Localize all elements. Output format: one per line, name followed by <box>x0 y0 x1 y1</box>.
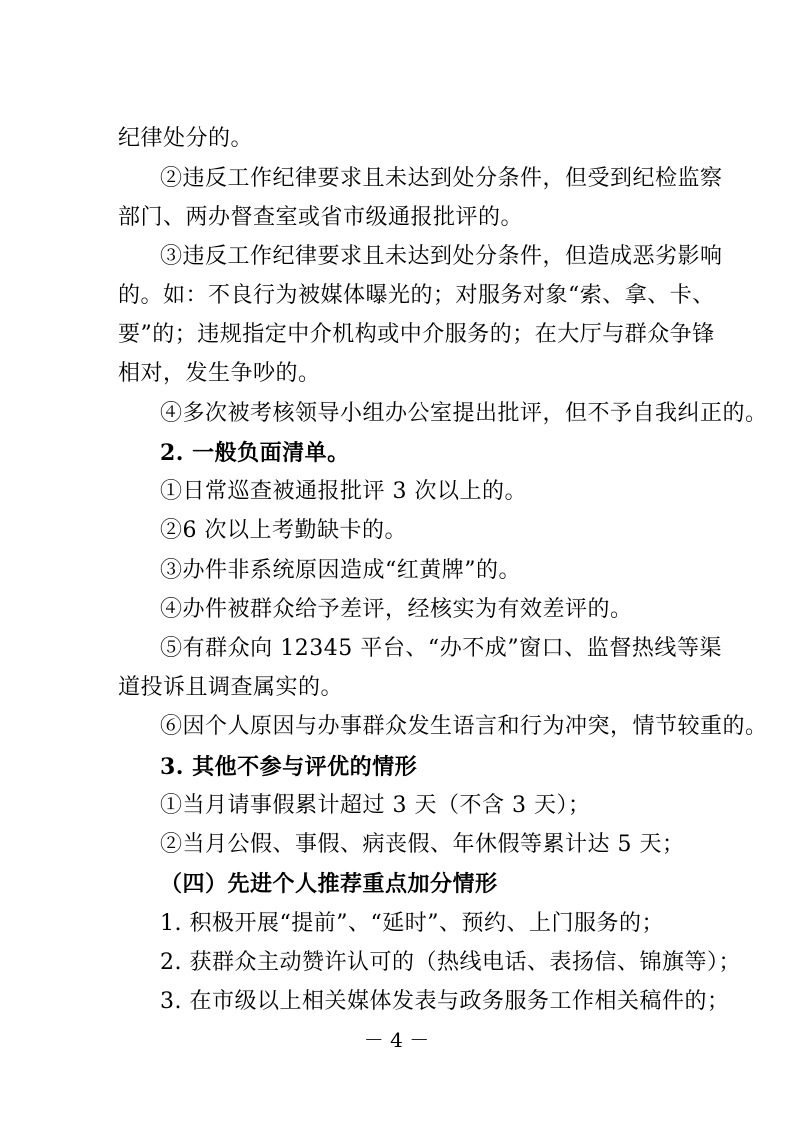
paragraph-line: ⑥因个人原因与办事群众发生语言和行为冲突，情节较重的。 <box>160 714 768 739</box>
paragraph-line: ①当月请事假累计超过 3 天（不含 3 天）； <box>160 793 591 818</box>
section-heading: （四）先进个人推荐重点加分情形 <box>160 871 498 897</box>
paragraph-line: ④办件被群众给予差评，经核实为有效差评的。 <box>160 597 633 622</box>
page-number: － 4 － <box>363 1028 430 1052</box>
paragraph-line: ②6 次以上考勤缺卡的。 <box>160 518 407 543</box>
paragraph-line: ③违反工作纪律要求且未达到处分条件，但造成恶劣影响 <box>160 244 723 269</box>
paragraph-line: ⑤有群众向 12345 平台、“办不成”窗口、监督热线等渠 <box>160 636 722 661</box>
paragraph-line: 要”的；违规指定中介机构或中介服务的；在大厅与群众争锋 <box>118 322 715 347</box>
paragraph-line: 3. 在市级以上相关媒体发表与政务服务工作相关稿件的； <box>160 989 730 1014</box>
paragraph-line: ②当月公假、事假、病丧假、年休假等累计达 5 天； <box>160 832 685 857</box>
paragraph-line: 道投诉且调查属实的。 <box>118 675 344 700</box>
paragraph-line: ④多次被考核领导小组办公室提出批评，但不予自我纠正的。 <box>160 401 768 426</box>
paragraph-line: ③办件非系统原因造成“红黄牌”的。 <box>160 558 521 583</box>
paragraph-line: ①日常巡查被通报批评 3 次以上的。 <box>160 479 527 504</box>
paragraph-line: ②违反工作纪律要求且未达到处分条件，但受到纪检监察 <box>160 166 723 191</box>
section-heading: 2. 一般负面清单。 <box>160 440 350 466</box>
paragraph-line: 纪律处分的。 <box>118 126 254 151</box>
paragraph-line: 的。如：不良行为被媒体曝光的；对服务对象“索、拿、卡、 <box>118 283 715 308</box>
paragraph-line: 2. 获群众主动赞许认可的（热线电话、表扬信、锦旗等）； <box>160 950 741 975</box>
section-heading: 3. 其他不参与评优的情形 <box>160 754 418 780</box>
paragraph-line: 相对，发生争吵的。 <box>118 361 321 386</box>
paragraph-line: 1. 积极开展“提前”、“延时”、预约、上门服务的； <box>160 911 664 936</box>
paragraph-line: 部门、两办督查室或省市级通报批评的。 <box>118 205 524 230</box>
